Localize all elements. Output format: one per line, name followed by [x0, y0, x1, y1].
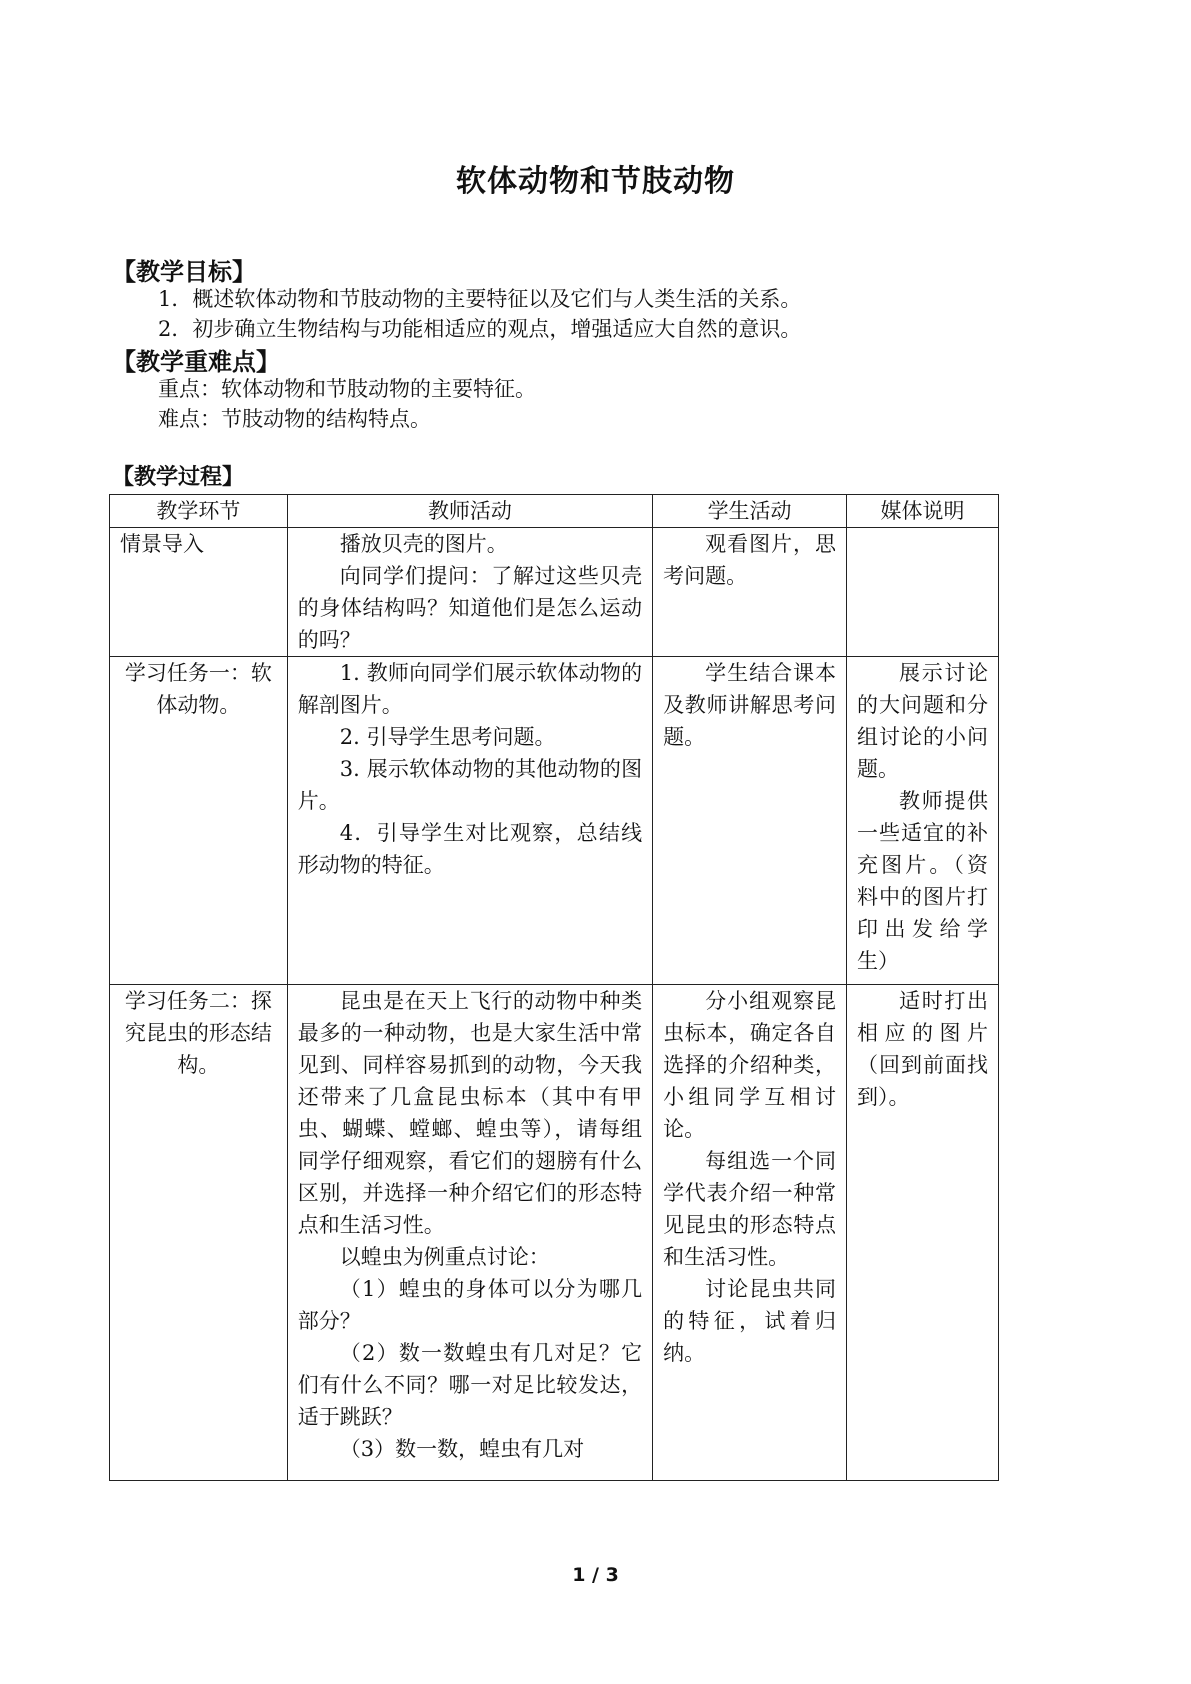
row-3-teacher: [287, 985, 652, 1481]
row-3-media: [847, 985, 999, 1481]
teacher-paragraph: （2）数一数蝗虫有几对足？它们有什么不同？哪一对足比较发达，适于跳跃？: [297, 1341, 643, 1429]
table-header-row: [110, 495, 999, 528]
table-row: [110, 528, 999, 657]
objective-item-2: 2．初步确立生物结构与功能相适应的观点，增强适应大自然的意识。: [158, 317, 802, 341]
process-heading: 【教学过程】: [112, 465, 245, 490]
objectives-heading: 【教学目标】: [112, 258, 256, 286]
table-row: [110, 657, 999, 985]
stage-text: 情景导入: [120, 532, 204, 556]
stage-text: 学习任务一：软体动物。: [124, 661, 272, 717]
row-2-media: [847, 657, 999, 985]
media-paragraph: 教师提供一些适宜的补充图片。（资料中的图片打印出发给学生）: [857, 789, 988, 973]
key-point-difficulty: 难点：节肢动物的结构特点。: [158, 407, 431, 431]
student-paragraph: 讨论昆虫共同的特征，试着归纳。: [663, 1277, 837, 1365]
table-row: [110, 985, 999, 1481]
teacher-paragraph: （1）蝗虫的身体可以分为哪几部分？: [297, 1277, 643, 1333]
student-paragraph: 学生结合课本及教师讲解思考问题。: [663, 661, 837, 749]
teacher-paragraph: 昆虫是在天上飞行的动物中种类最多的一种动物，也是大家生活中常见到、同样容易抓到的动物，今天我还带来了几盒昆虫标本（其中有甲虫、蝴蝶、螳螂、蝗虫等），请每组同学仔细观察，看它们的翅膀有什么区别，并选择一种介绍它们的形态特点和生活习性。: [297, 989, 643, 1237]
teacher-paragraph: 以蝗虫为例重点讨论：: [339, 1245, 550, 1269]
stage-text: 学习任务二：探究昆虫的形态结构。: [124, 989, 272, 1077]
process-table: [109, 494, 999, 1481]
media-paragraph: 适时打出相应的图片（回到前面找到）。: [857, 989, 988, 1109]
row-2-student: [653, 657, 847, 985]
row-1-student: [653, 528, 847, 657]
teacher-paragraph: 2. 引导学生思考问题。: [339, 725, 556, 749]
page-number: 1 / 3: [572, 1564, 619, 1586]
row-2-teacher: [287, 657, 652, 985]
row-1-media: [847, 528, 999, 657]
media-paragraph: 展示讨论的大问题和分组讨论的小问题。: [857, 661, 988, 781]
row-2-stage: [110, 657, 288, 985]
row-3-stage: [110, 985, 288, 1481]
teacher-paragraph: 向同学们提问：了解过这些贝壳的身体结构吗？知道他们是怎么运动的吗？: [297, 564, 643, 652]
row-1-stage: [110, 528, 288, 657]
row-3-student: [653, 985, 847, 1481]
column-header-stage: 教学环节: [110, 495, 288, 528]
row-1-teacher: [287, 528, 652, 657]
objective-item-1: 1．概述软体动物和节肢动物的主要特征以及它们与人类生活的关系。: [158, 287, 802, 311]
teacher-paragraph: 1. 教师向同学们展示软体动物的解剖图片。: [297, 661, 643, 717]
teacher-paragraph: 播放贝壳的图片。: [339, 532, 508, 556]
column-header-teacher: 教师活动: [287, 495, 652, 528]
column-header-student: 学生活动: [653, 495, 847, 528]
key-point-focus: 重点：软体动物和节肢动物的主要特征。: [158, 377, 536, 401]
teacher-paragraph: （3）数一数，蝗虫有几对: [339, 1437, 585, 1461]
column-header-media: 媒体说明: [847, 495, 999, 528]
teacher-paragraph: 3. 展示软体动物的其他动物的图片。: [297, 757, 643, 813]
teacher-paragraph: 4．引导学生对比观察，总结线形动物的特征。: [297, 821, 643, 877]
student-paragraph: 观看图片，思考问题。: [663, 532, 837, 588]
student-paragraph: 分小组观察昆虫标本，确定各自选择的介绍种类，小组同学互相讨论。: [663, 989, 837, 1141]
page-title: 软体动物和节肢动物: [456, 164, 735, 199]
key-points-heading: 【教学重难点】: [112, 348, 280, 376]
student-paragraph: 每组选一个同学代表介绍一种常见昆虫的形态特点和生活习性。: [663, 1149, 837, 1269]
